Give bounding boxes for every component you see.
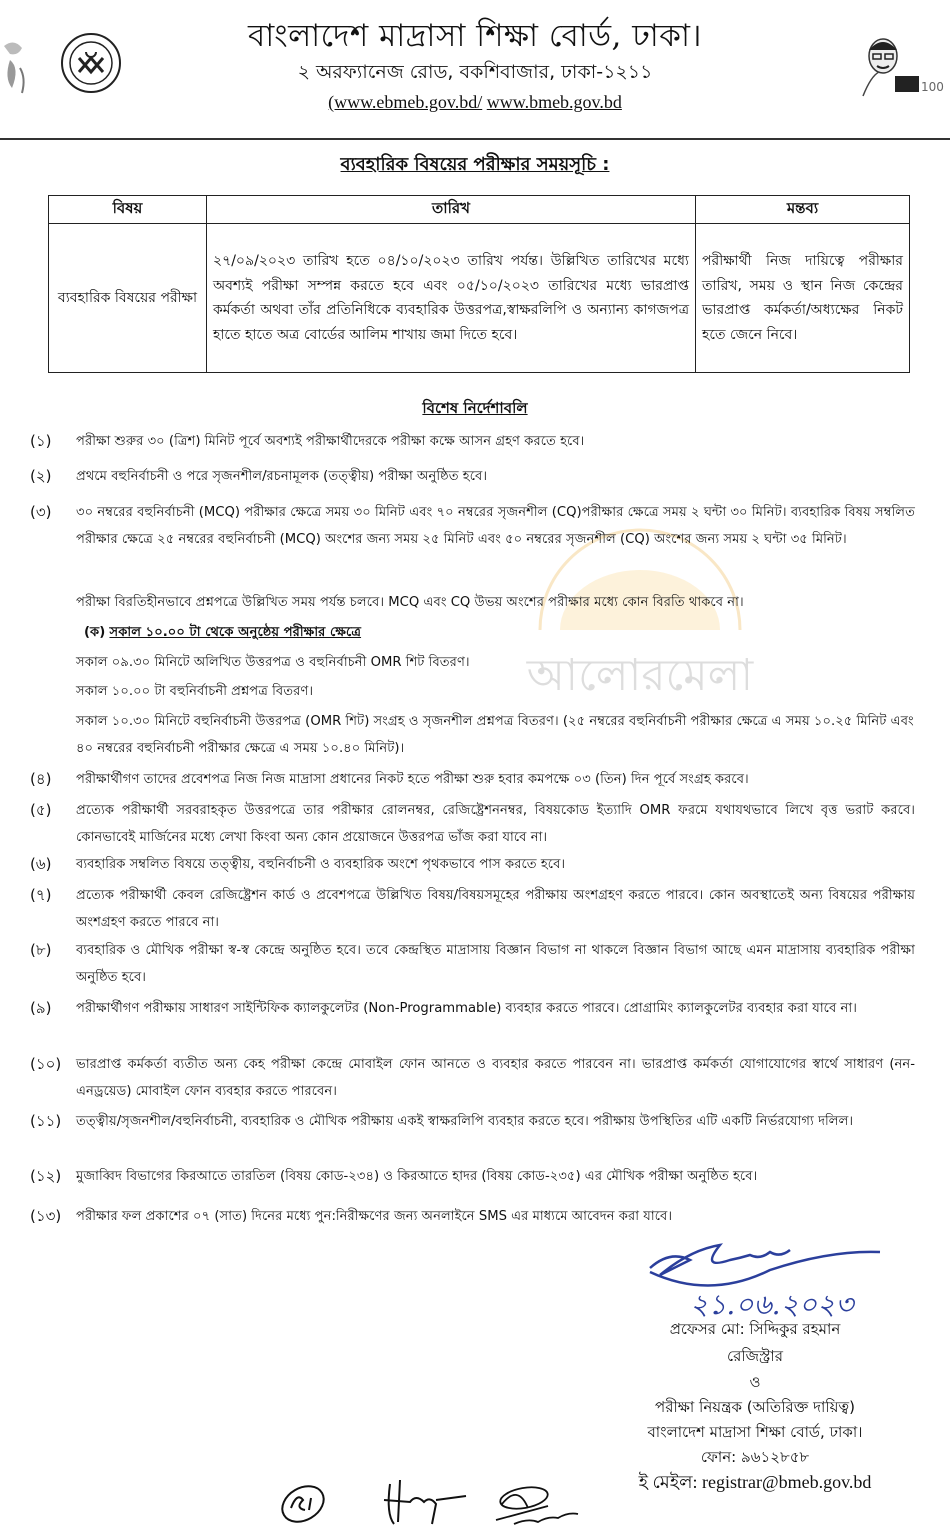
item-number: (১) (30, 432, 52, 450)
sub-line: সকাল ১০.০০ টা বহুনির্বাচনী প্রশ্নপত্র বিতরণ। (76, 684, 314, 699)
instruction-item (30, 1108, 915, 1135)
initial-signature-1 (275, 1478, 335, 1528)
item-text: পরীক্ষার্থীগণ পরীক্ষায় সাধারণ সাইন্টিফিক ক্যালকুলেটর (Non-Programmable) ব্যবহার করতে পারবে। প্রোগ্রামিং ক্যালকুলেটর ব্যবহার করা যাবে না। (76, 1001, 857, 1016)
item-text: পরীক্ষা শুরুর ৩০ (ত্রিশ) মিনিট পূর্বে অবশ্যই পরীক্ষার্থীদেরকে পরীক্ষা কক্ষে আসন গ্রহণ করতে হবে। (76, 434, 585, 449)
instruction-item (30, 463, 915, 490)
instruction-item (30, 882, 915, 936)
item-text: প্রত্যেক পরীক্ষার্থী সরবরাহকৃত উত্তরপত্রে তার পরীক্ষার রোলনম্বর, রেজিষ্ট্রেশননম্বর, বিষয়কোড ইত্যাদি OMR ফরমে যথাযথভাবে লিখে বৃত্ত ভরাট করবে। কোনভাবেই মার্জিনের মধ্যে লেখা কিংবা অন্য কোন প্রয়োজনে উত্তরপত্র ভাঁজ করা যাবে না। (76, 803, 915, 845)
instruction-item (30, 1203, 915, 1230)
schedule-title (0, 150, 950, 181)
signatory-name: প্রফেসর মো: সিদ্দিকুর রহমান (669, 1320, 841, 1338)
sub-prefix: (ক) (84, 625, 106, 640)
item-text: পরীক্ষার ফল প্রকাশের ০৭ (সাত) দিনের মধ্যে পুন:নিরীক্ষণের জন্য অনলাইনে SMS এর মাধ্যমে আবেদন করা যাবে। (76, 1209, 673, 1224)
item-text: প্রত্যেক পরীক্ষার্থী কেবল রেজিষ্ট্রেশন কার্ড ও প্রবেশপত্রে উল্লিখিত বিষয়/বিষয়সমূহের পরীক্ষায় অংশগ্রহণ করতে পারবে। কোন অবস্থাতেই অন্য বিষয়ের পরীক্ষায় অংশগ্রহণ করতে পারবে না। (76, 888, 915, 930)
signature-date: ২১.০৬.২০২৩ (690, 1288, 854, 1321)
instruction-item (30, 995, 915, 1022)
schedule-table (48, 195, 910, 373)
item-number: (২) (30, 467, 52, 485)
item-text: তত্ত্বীয়/সৃজনশীল/বহুনির্বাচনী, ব্যবহারিক ও মৌখিক পরীক্ষায় একই স্বাক্ষরলিপি ব্যবহার করতে হবে। পরীক্ষায় উপস্থিতির এটি একটি নির্ভরযোগ্য দলিল। (76, 1114, 854, 1129)
item-number: (১০) (30, 1055, 62, 1073)
instruction-item (30, 797, 915, 851)
cell-subject: ব্যবহারিক বিষয়ের পরীক্ষা (49, 224, 207, 373)
watermark-text: আলোরমেলা (526, 650, 754, 701)
table-row (49, 224, 910, 373)
cell-remarks: পরীক্ষার্থী নিজ দায়িত্বে পরীক্ষার তারিখ, সময় ও স্থান নিজ কেন্দ্রের ভারপ্রাপ্ত কর্মকর্তা/অধ্যক্ষের নিকট হতে জেনে নিবে। (696, 224, 910, 373)
address: ২ অরফ্যানেজ রোড, বকশিবাজার, ঢাকা-১২১১ (297, 61, 653, 83)
sub-line: সকাল ০৯.৩০ মিনিটে অলিখিত উত্তরপত্র ও বহুনির্বাচনী OMR শিট বিতরণ। (76, 655, 470, 670)
logo-100-text: 100 (921, 80, 944, 94)
signatory-org: বাংলাদেশ মাদ্রাসা শিক্ষা বোর্ড, ঢাকা। (647, 1423, 863, 1441)
cell-date: ২৭/০৯/২০২৩ তারিখ হতে ০৪/১০/২০২৩ তারিখ পর্যন্ত। উল্লিখিত তারিখের মধ্যে অবশ্যই পরীক্ষা সম্পন্ন করতে হবে এবং ০৫/১০/২০২৩ তারিখের মধ্যে ভারপ্রাপ্ত কর্মকর্তা অথবা তাঁর প্রতিনিধিকে ব্যবহারিক উত্তরপত্র,স্বাক্ষরলিপি ও অন্যান্য কাগজপত্র হাতে হাতে অত্র বোর্ডের আলিম শাখায় জমা দিতে হবে। (207, 224, 696, 373)
signatory-role-registrar: রেজিস্ট্রার (726, 1347, 784, 1365)
website-links (0, 92, 950, 113)
signatory-email[interactable]: ই মেইল: registrar@bmeb.gov.bd (638, 1472, 872, 1492)
item-number: (৪) (30, 770, 52, 788)
item-text: ভারপ্রাপ্ত কর্মকর্তা ব্যতীত অন্য কেহ পরীক্ষা কেন্দ্রে মোবাইল ফোন আনতে ও ব্যবহার করতে পারবেন না। ভারপ্রাপ্ত কর্মকর্তা যোগাযোগের স্বার্থে সাধারণ (নন-এনড্রয়েড) মোবাইল ফোন ব্যবহার করতে পারবেন। (76, 1057, 915, 1099)
item-text: ব্যবহারিক সম্বলিত বিষয়ে তত্ত্বীয়, বহুনির্বাচনী ও ব্যবহারিক অংশে পৃথকভাবে পাস করতে হবে। (76, 857, 566, 872)
item-number: (৬) (30, 855, 52, 873)
item3-extra: পরীক্ষা বিরতিহীনভাবে প্রশ্নপত্রে উল্লিখিত সময় পর্যন্ত চলবে। MCQ এবং CQ উভয় অংশের পরীক্ষার মধ্যে কোন বিরতি থাকবে না। (76, 595, 744, 610)
sub-heading (84, 619, 924, 646)
website-link-ebmeb[interactable]: (www.ebmeb.gov.bd/ (328, 92, 483, 112)
instructions-title-text: বিশেষ নির্দেশাবলি (422, 399, 528, 417)
item-number: (৯) (30, 999, 52, 1017)
instruction-item (30, 937, 915, 991)
signatory-phone: ফোন: ৯৬১২৮৫৮ (700, 1448, 810, 1466)
item-text: মুজাব্বিদ বিভাগের কিরআতে তারতিল (বিষয় কোড-২৩৪) ও কিরআতে হাদর (বিষয় কোড-২৩৫) এর মৌখিক পরীক্ষা অনুষ্ঠিত হবে। (76, 1169, 758, 1184)
item-number: (৫) (30, 801, 52, 819)
item-number: (৮) (30, 941, 52, 959)
schedule-title-text: ব্যবহারিক বিষয়ের পরীক্ষার সময়সূচি : (340, 154, 610, 175)
initial-signature-3 (488, 1478, 588, 1534)
item-text: ব্যবহারিক ও মৌখিক পরীক্ষা স্ব-স্ব কেন্দ্রে অনুষ্ঠিত হবে। তবে কেন্দ্রস্থিত মাদ্রাসায় বিজ্ঞান বিভাগ না থাকলে বিজ্ঞান বিভাগ আছে এমন মাদ্রাসায় ব্যবহারিক পরীক্ষা অনুষ্ঠিত হবে। (76, 943, 915, 985)
item-number: (৭) (30, 886, 52, 904)
instructions-title (0, 397, 950, 422)
item-number: (১১) (30, 1112, 62, 1130)
item-text: প্রথমে বহুনির্বাচনী ও পরে সৃজনশীল/রচনামূলক (তত্ত্বীয়) পরীক্ষা অনুষ্ঠিত হবে। (76, 469, 488, 484)
registrar-signature (630, 1230, 930, 1320)
initial-signature-2 (380, 1474, 470, 1530)
item-number: (১৩) (30, 1207, 62, 1225)
instruction-item (30, 851, 915, 878)
item-number: (১২) (30, 1167, 62, 1185)
signatory-conjunction: ও (749, 1373, 761, 1391)
website-link-bmeb[interactable]: www.bmeb.gov.bd (486, 92, 622, 112)
schedule-header-row (49, 196, 910, 224)
column-header-subject: বিষয় (49, 196, 207, 224)
page-title: বাংলাদেশ মাদ্রাসা শিক্ষা বোর্ড, ঢাকা। (247, 18, 703, 54)
item-text: পরীক্ষার্থীগণ তাদের প্রবেশপত্র নিজ নিজ মাদ্রাসা প্রধানের নিকট হতে পরীক্ষা শুরু হবার কমপক্ষে ০৩ (তিন) দিন পূর্বে সংগ্রহ করবে। (76, 772, 749, 787)
instruction-item (30, 1051, 915, 1105)
sub-heading-text: সকাল ১০.০০ টা থেকে অনুষ্ঠেয় পরীক্ষার ক্ষেত্রে (109, 625, 362, 640)
signatory-role-controller: পরীক্ষা নিয়ন্ত্রক (অতিরিক্ত দায়িত্ব) (655, 1398, 855, 1416)
instruction-item (30, 1163, 915, 1190)
column-header-date: তারিখ (207, 196, 696, 224)
sub-line: সকাল ১০.৩০ মিনিটে বহুনির্বাচনী উত্তরপত্র (OMR শিট) সংগ্রহ ও সৃজনশীল প্রশ্নপত্র বিতরণ। (২৫ নম্বরের বহুনির্বাচনী পরীক্ষার ক্ষেত্রে এ সময় ১০.২৫ মিনিট এবং ৪০ নম্বরের বহুনির্বাচনী পরীক্ষার ক্ষেত্রে এ সময় ১০.৪০ মিনিট)। (76, 714, 914, 756)
column-header-remarks: মন্তব্য (696, 196, 910, 224)
header-divider (0, 138, 950, 140)
item-number: (৩) (30, 503, 52, 521)
instruction-item (30, 428, 915, 455)
instruction-item (30, 766, 915, 793)
item-text: ৩০ নম্বরের বহুনির্বাচনী (MCQ) পরীক্ষার ক্ষেত্রে সময় ৩০ মিনিট এবং ৭০ নম্বরের সৃজনশীল (CQ)পরীক্ষার ক্ষেত্রে সময় ২ ঘন্টা ৩০ মিনিট। ব্যবহারিক বিষয় সম্বলিত পরীক্ষার ক্ষেত্রে ২৫ নম্বরের বহুনির্বাচনী (MCQ) অংশের জন্য সময় ২৫ মিনিট এবং ৫০ নম্বরের সৃজনশীল (CQ) অংশের জন্য সময় ২ ঘন্টা ৩৫ মিনিট। (76, 505, 915, 547)
instruction-item (30, 499, 915, 553)
